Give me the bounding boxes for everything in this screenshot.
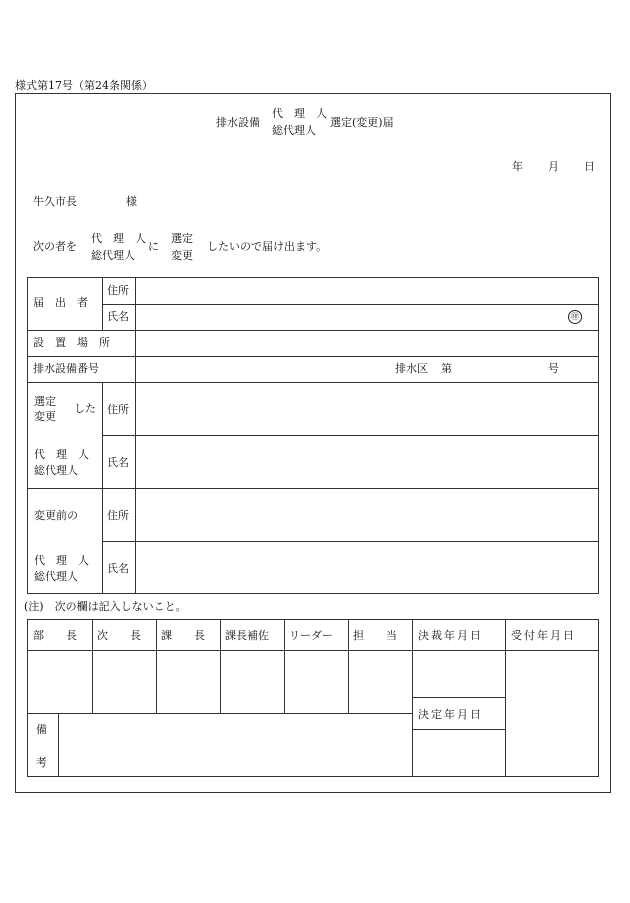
gou-label: 号 <box>548 362 559 375</box>
note: (注) 次の欄は記入しないこと。 <box>24 600 187 613</box>
date-month: 月 <box>548 160 559 173</box>
decl-change: 変更 <box>171 249 193 262</box>
remarks-label-1: 備 <box>36 723 47 736</box>
old-name-label: 氏名 <box>107 562 129 575</box>
applicant-address-field[interactable] <box>136 278 598 304</box>
header-section-head: 課 長 <box>161 629 205 642</box>
form-number: 様式第17号（第24条関係） <box>15 79 153 92</box>
header-assistant-head: 課長補佐 <box>225 629 269 642</box>
addressee-name: 牛久市長 <box>33 195 77 208</box>
date-year: 年 <box>512 160 523 173</box>
title-general-agent: 総代理人 <box>272 124 316 137</box>
remarks-label-2: 考 <box>36 756 47 769</box>
decl-particle: に <box>148 240 159 253</box>
before-change-label: 変更前の <box>34 509 78 522</box>
new-agent-label: 代 理 人 <box>34 448 89 461</box>
old-name-field[interactable] <box>136 542 598 593</box>
selected-label-select: 選定 <box>34 395 56 408</box>
title-suffix: 選定(変更)届 <box>330 116 394 129</box>
new-name-field[interactable] <box>136 436 598 488</box>
new-address-field[interactable] <box>136 383 598 435</box>
header-approval-date: 決裁年月日 <box>418 629 483 642</box>
header-receipt-date: 受付年月日 <box>511 629 576 642</box>
date-day: 日 <box>584 160 595 173</box>
applicant-name-field[interactable] <box>136 305 561 330</box>
decl-lead: 次の者を <box>33 240 77 253</box>
location-field[interactable] <box>136 331 598 356</box>
header-deputy-head: 次 長 <box>97 629 141 642</box>
header-dept-head: 部 長 <box>33 629 77 642</box>
old-general-agent-label: 総代理人 <box>34 570 78 583</box>
selected-label-shita: した <box>74 402 96 415</box>
applicant-address-label: 住所 <box>107 284 129 297</box>
old-address-field[interactable] <box>136 489 598 541</box>
title-agent: 代 理 人 <box>272 107 327 120</box>
selected-label-change: 変更 <box>34 410 56 423</box>
header-leader: リーダー <box>289 629 333 642</box>
addressee-honorific: 様 <box>126 195 137 208</box>
decl-general-agent: 総代理人 <box>91 249 135 262</box>
decl-agent: 代 理 人 <box>91 232 146 245</box>
remarks-field[interactable] <box>59 714 412 776</box>
applicant-label: 届 出 者 <box>33 296 88 309</box>
applicant-name-label: 氏名 <box>107 310 129 323</box>
new-name-label: 氏名 <box>107 456 129 469</box>
district-label: 排水区 <box>395 362 428 375</box>
old-agent-label: 代 理 人 <box>34 554 89 567</box>
location-label: 設 置 場 所 <box>33 336 110 349</box>
header-in-charge: 担 当 <box>353 629 397 642</box>
seal-mark: ㊞ <box>568 310 582 324</box>
dai-label: 第 <box>441 362 452 375</box>
new-general-agent-label: 総代理人 <box>34 464 78 477</box>
decision-date-label: 決定年月日 <box>418 708 483 721</box>
old-address-label: 住所 <box>107 509 129 522</box>
facility-number-label: 排水設備番号 <box>33 362 99 375</box>
decl-select: 選定 <box>171 232 193 245</box>
decl-tail: したいので届け出ます。 <box>207 240 328 253</box>
title-prefix: 排水設備 <box>216 116 260 129</box>
new-address-label: 住所 <box>107 403 129 416</box>
